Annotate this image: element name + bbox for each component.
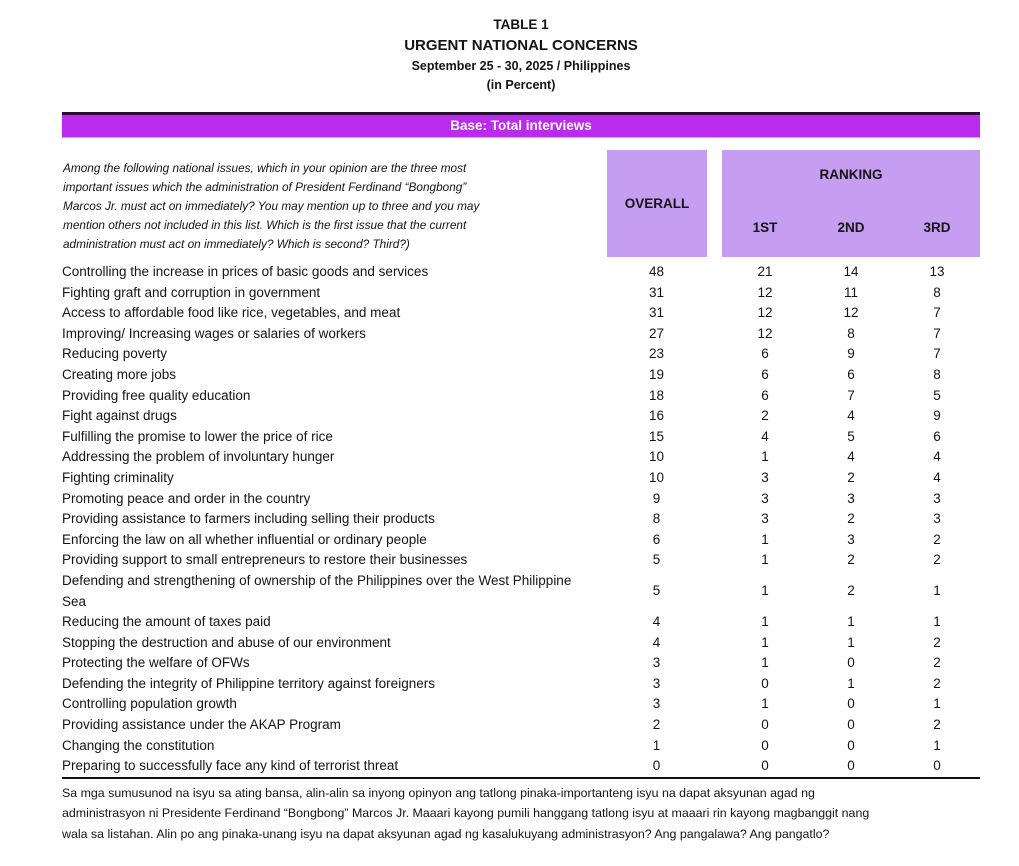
table-row <box>62 365 980 386</box>
issue-label: Access to affordable food like rice, vegetables, and meat <box>62 305 401 321</box>
table-row <box>62 509 980 530</box>
rank-2nd-value: 11 <box>843 284 858 300</box>
rank-3rd-value: 2 <box>933 552 941 568</box>
rank-2nd-value: 7 <box>847 387 855 403</box>
rank-3rd-value: 2 <box>933 531 941 547</box>
rank-3rd-value: 1 <box>933 696 941 712</box>
rank-3rd-value: 9 <box>933 408 941 424</box>
ranking-2nd-header: 2ND <box>837 220 865 235</box>
rank-1st-value: 1 <box>761 655 769 671</box>
rank-2nd-value: 0 <box>847 696 855 712</box>
overall-value: 31 <box>648 284 665 300</box>
issue-label: Addressing the problem of involuntary hunger <box>62 449 335 465</box>
column-gap <box>706 478 722 479</box>
rank-3rd-value: 6 <box>933 428 941 444</box>
column-gap <box>706 766 722 767</box>
issue-label: Controlling the increase in prices of basic goods and services <box>62 264 429 279</box>
text-line: important issues which the administration of President Ferdinand “Bongbong” <box>63 180 467 194</box>
rank-3rd-value: 3 <box>933 490 941 506</box>
text-line: administrasyon ni Presidente Ferdinand “Bongbong” Marcos Jr. Maaari kayong pumili hanggang tatlong isyu at maaari rin kayong magbanggit nang <box>62 806 870 821</box>
column-gap <box>706 437 722 438</box>
ranking-3rd-header: 3RD <box>923 220 951 235</box>
text-line: mention others not included in this list. Which is the first issue that the current <box>63 218 467 232</box>
overall-value: 3 <box>652 655 661 671</box>
rank-3rd-value: 7 <box>933 346 941 362</box>
rank-1st-value: 12 <box>757 284 773 300</box>
column-gap <box>706 622 722 623</box>
rank-2nd-value: 4 <box>847 449 855 465</box>
overall-value: 0 <box>652 758 661 774</box>
issue-label: Defending the integrity of Philippine territory against foreigners <box>62 675 435 691</box>
issue-label: Fighting graft and corruption in government <box>62 284 321 300</box>
issue-label: Enforcing the law on all whether influential or ordinary people <box>62 531 427 547</box>
rank-3rd-value: 7 <box>933 325 941 341</box>
rank-3rd-value: 4 <box>933 449 941 465</box>
overall-value: 3 <box>652 675 661 691</box>
rank-2nd-value: 0 <box>847 717 855 733</box>
column-gap <box>706 313 722 314</box>
table-row <box>62 674 980 695</box>
overall-header-label: OVERALL <box>624 196 690 211</box>
rank-1st-value: 21 <box>757 264 773 279</box>
column-gap <box>706 540 722 541</box>
table-row <box>62 447 980 468</box>
table-row <box>62 571 980 612</box>
overall-value: 9 <box>652 490 661 506</box>
table-row <box>62 468 980 489</box>
column-gap <box>706 591 722 592</box>
rank-2nd-value: 0 <box>847 737 855 753</box>
issue-label: Preparing to successfully face any kind of terrorist threat <box>62 758 399 774</box>
issue-label: Providing assistance to farmers including selling their products <box>62 511 435 527</box>
issue-label: Reducing poverty <box>62 346 168 362</box>
rank-3rd-value: 7 <box>933 305 941 321</box>
rank-3rd-value: 1 <box>933 583 941 599</box>
rank-1st-value: 1 <box>761 696 769 712</box>
column-gap <box>706 334 722 335</box>
rank-3rd-value: 3 <box>933 511 941 527</box>
rank-1st-value: 6 <box>761 366 769 382</box>
column-gap <box>706 663 722 664</box>
text-line: Sa mga sumusunod na isyu sa ating bansa, alin-alin sa inyong opinyon ang tatlong pinaka-importanteng isyu na dapat aksyunan agad ng <box>62 786 815 800</box>
overall-value: 27 <box>648 325 665 341</box>
overall-value: 1 <box>652 737 661 753</box>
issue-label: Protecting the welfare of OFWs <box>62 655 250 671</box>
column-gap <box>706 354 722 355</box>
issue-label: Promoting peace and order in the country <box>62 490 311 506</box>
table-row <box>62 715 980 736</box>
table-row <box>62 427 980 448</box>
rank-3rd-value: 2 <box>933 655 941 671</box>
rank-3rd-value: 2 <box>933 717 941 733</box>
rank-3rd-value: 13 <box>929 264 945 279</box>
text-line: administration must act on immediately? Which is second? Third?) <box>63 237 410 251</box>
overall-value: 5 <box>652 552 661 568</box>
ranking-header-label: RANKING <box>819 167 883 182</box>
issue-label: Providing support to small entrepreneurs to restore their businesses <box>62 552 468 568</box>
column-gap <box>706 642 722 643</box>
rank-2nd-value: 5 <box>847 428 855 444</box>
column-header-ranking <box>722 150 980 257</box>
base-banner <box>62 112 980 138</box>
column-gap <box>706 498 722 499</box>
table-row <box>62 694 980 715</box>
rank-1st-value: 1 <box>761 552 769 568</box>
rank-1st-value: 1 <box>761 614 769 630</box>
column-header-overall <box>607 150 707 257</box>
text-line: Marcos Jr. must act on immediately? You may mention up to three and you may <box>63 199 480 213</box>
rank-2nd-value: 2 <box>847 583 855 599</box>
page-title: URGENT NATIONAL CONCERNS <box>404 37 638 54</box>
column-gap <box>706 292 722 293</box>
survey-period: September 25 - 30, 2025 / Philippines <box>411 59 631 73</box>
overall-value: 19 <box>648 366 665 382</box>
rank-2nd-value: 14 <box>843 264 859 279</box>
rank-3rd-value: 4 <box>933 469 941 485</box>
table-row <box>62 633 980 654</box>
overall-value: 10 <box>648 449 665 465</box>
overall-value: 3 <box>652 696 661 712</box>
column-gap <box>706 395 722 396</box>
rank-1st-value: 3 <box>761 511 769 527</box>
table-row <box>62 653 980 674</box>
table-row <box>62 736 980 757</box>
column-gap <box>706 704 722 705</box>
title-block <box>62 15 980 95</box>
rank-1st-value: 3 <box>761 490 769 506</box>
column-gap <box>706 416 722 417</box>
rank-2nd-value: 3 <box>847 490 855 506</box>
column-gap <box>706 560 722 561</box>
overall-value: 31 <box>648 305 665 321</box>
rank-1st-value: 3 <box>761 469 769 485</box>
column-gap <box>706 745 722 746</box>
rank-2nd-value: 0 <box>847 758 855 774</box>
overall-value: 8 <box>652 511 661 527</box>
issue-label: Fight against drugs <box>62 408 177 424</box>
rank-3rd-value: 0 <box>933 758 941 774</box>
survey-question-filipino <box>62 783 1007 844</box>
column-gap <box>706 457 722 458</box>
overall-value: 4 <box>652 634 661 650</box>
issue-label: Reducing the amount of taxes paid <box>62 614 271 630</box>
overall-value: 18 <box>648 387 665 403</box>
rank-2nd-value: 1 <box>847 634 855 650</box>
table-number: TABLE 1 <box>493 17 549 32</box>
table-row <box>62 530 980 551</box>
rank-1st-value: 0 <box>761 737 769 753</box>
issue-label: Defending and strengthening of ownership of the Philippines over the West Philippine Sea <box>62 572 572 609</box>
rank-3rd-value: 5 <box>933 387 941 403</box>
ranking-subheaders <box>722 220 980 235</box>
issue-label: Fulfilling the promise to lower the price of rice <box>62 428 333 444</box>
overall-value: 48 <box>648 264 665 279</box>
table-row <box>62 756 980 777</box>
issue-label: Creating more jobs <box>62 366 177 382</box>
rank-3rd-value: 8 <box>933 366 941 382</box>
rank-1st-value: 1 <box>761 531 769 547</box>
rank-1st-value: 2 <box>761 408 769 424</box>
overall-value: 4 <box>652 614 661 630</box>
base-banner-label: Base: Total interviews <box>450 118 592 133</box>
rank-2nd-value: 8 <box>847 325 855 341</box>
overall-value: 23 <box>648 346 665 362</box>
rank-1st-value: 4 <box>761 428 769 444</box>
overall-value: 16 <box>648 408 665 424</box>
rank-2nd-value: 2 <box>847 511 855 527</box>
rank-2nd-value: 0 <box>847 655 855 671</box>
column-gap <box>706 375 722 376</box>
overall-value: 15 <box>648 428 665 444</box>
table-row <box>62 406 980 427</box>
issue-label: Providing free quality education <box>62 387 251 403</box>
rank-1st-value: 0 <box>761 717 769 733</box>
rank-2nd-value: 1 <box>847 614 855 630</box>
table-row <box>62 303 980 324</box>
column-gap <box>706 272 722 273</box>
issue-label: Fighting criminality <box>62 469 174 485</box>
overall-value: 10 <box>648 469 665 485</box>
rank-2nd-value: 1 <box>847 675 855 691</box>
rank-3rd-value: 1 <box>933 614 941 630</box>
table-row <box>62 386 980 407</box>
column-gap <box>706 519 722 520</box>
column-gap <box>706 684 722 685</box>
text-line: wala sa listahan. Alin po ang pinaka-unang isyu na dapat aksyunan agad ng kasalukuyang administrasyon? Ang pangalawa? Ang pangatlo? <box>62 826 830 841</box>
rank-3rd-value: 2 <box>933 634 941 650</box>
table-row <box>62 283 980 304</box>
rank-1st-value: 0 <box>761 675 769 691</box>
rank-1st-value: 1 <box>761 449 769 465</box>
issue-label: Stopping the destruction and abuse of our environment <box>62 634 391 650</box>
ranking-1st-header: 1ST <box>752 220 778 235</box>
issue-label: Improving/ Increasing wages or salaries of workers <box>62 325 366 341</box>
table-row <box>62 344 980 365</box>
issue-label: Changing the constitution <box>62 737 215 753</box>
table-row <box>62 612 980 633</box>
table-row <box>62 550 980 571</box>
rank-1st-value: 1 <box>761 583 769 599</box>
rank-1st-value: 12 <box>757 305 773 321</box>
survey-question-english <box>63 159 603 254</box>
rank-2nd-value: 3 <box>847 531 855 547</box>
overall-value: 6 <box>652 531 661 547</box>
column-gap <box>706 725 722 726</box>
table-row <box>62 489 980 510</box>
rank-1st-value: 0 <box>761 758 769 774</box>
rank-2nd-value: 6 <box>847 366 855 382</box>
table-row <box>62 262 980 283</box>
issue-label: Controlling population growth <box>62 696 237 712</box>
rank-2nd-value: 4 <box>847 408 855 424</box>
rank-2nd-value: 2 <box>847 552 855 568</box>
overall-value: 2 <box>652 717 661 733</box>
rank-2nd-value: 9 <box>847 346 855 362</box>
table-rows <box>62 262 980 779</box>
unit-note: (in Percent) <box>486 78 556 92</box>
rank-1st-value: 1 <box>761 634 769 650</box>
rank-2nd-value: 2 <box>847 469 855 485</box>
table-row <box>62 324 980 345</box>
overall-value: 5 <box>652 583 661 599</box>
rank-1st-value: 6 <box>761 387 769 403</box>
rank-1st-value: 6 <box>761 346 769 362</box>
issue-label: Providing assistance under the AKAP Program <box>62 717 341 733</box>
rank-3rd-value: 2 <box>933 675 941 691</box>
rank-3rd-value: 8 <box>933 284 941 300</box>
rank-3rd-value: 1 <box>933 737 941 753</box>
rank-2nd-value: 12 <box>843 305 859 321</box>
rank-1st-value: 12 <box>757 325 773 341</box>
text-line: Among the following national issues, which in your opinion are the three most <box>63 161 467 175</box>
